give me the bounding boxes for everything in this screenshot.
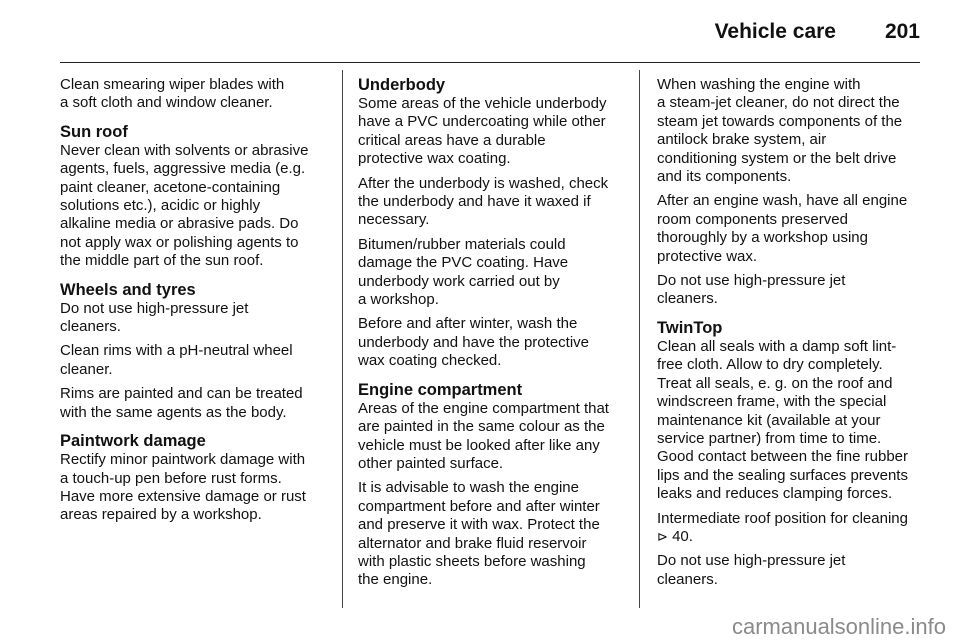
column-3 — [657, 76, 927, 595]
section-wheels — [60, 281, 330, 422]
engine-heading: Engine compartment — [358, 380, 523, 399]
watermark: carmanualsonline.info — [731, 614, 946, 639]
column-divider-1 — [342, 70, 343, 608]
twintop-text-3: Do not use high-pressure jet cleaners. — [657, 552, 846, 588]
twintop-heading: TwinTop — [657, 318, 723, 337]
wheels-text-1: Do not use high-pressure jet cleaners. — [60, 299, 249, 336]
sun-roof-heading: Sun roof — [60, 122, 128, 141]
engine-text-2: It is advisable to wash the engine compartment before and after winter and preserve it with wax. Protect the alternator and brake fluid reservoir with plastic sheets before washing the engine. — [358, 479, 600, 589]
page-reference-icon: ⊳ — [657, 528, 668, 544]
page-title: Vehicle care — [714, 20, 836, 43]
twintop-text-2 — [657, 510, 927, 547]
underbody-text-4: Before and after winter, wash the underbody and have the protective wax coating checked. — [358, 315, 589, 370]
engine-wash-text-1: When washing the engine with a steam-jet cleaner, do not direct the steam jet towards components of the antilock brake system, air conditioning system or the belt drive and its components. — [657, 76, 903, 186]
page-header — [60, 18, 920, 52]
twintop-text-1: Clean all seals with a damp soft lint- free cloth. Allow to dry completely. Treat all seals, e. g. on the roof and windscreen frame, with the special maintenance kit (available at your service partner) from time to time. Good contact between the fine rubber lips and the sealing surfaces prevents leaks and reduces clamping forces. — [657, 337, 909, 503]
column-divider-2 — [639, 70, 640, 608]
column-1 — [60, 76, 330, 531]
engine-wash-text-3: Do not use high-pressure jet cleaners. — [657, 272, 846, 308]
underbody-text-2: After the underbody is washed, check the underbody and have it waxed if necessary. — [358, 174, 609, 229]
wheels-text-2: Clean rims with a pH-neutral wheel cleaner. — [60, 342, 293, 378]
section-underbody — [358, 76, 628, 371]
underbody-heading: Underbody — [358, 76, 446, 94]
paintwork-heading: Paintwork damage — [60, 432, 206, 451]
section-sun-roof — [60, 123, 330, 271]
section-engine — [358, 381, 628, 590]
twintop-roof-position-text: Intermediate roof position for cleaning — [657, 509, 908, 527]
section-paintwork — [60, 432, 330, 525]
section-twintop — [657, 319, 927, 589]
wiper-text: Clean smearing wiper blades with a soft cloth and window cleaner. — [60, 76, 285, 112]
page-number: 201 — [884, 20, 920, 43]
header-rule — [60, 62, 920, 63]
wheels-text-3: Rims are painted and can be treated with the same agents as the body. — [60, 385, 303, 421]
sun-roof-text: Never clean with solvents or abrasive agents, fuels, aggressive media (e.g. paint cleaner, acetone-containing solutions etc.), acidic or highly alkaline media or abrasive pads. Do not apply wax or polishing agents to the middle part of the sun roof. — [60, 141, 309, 270]
underbody-text-1: Some areas of the vehicle underbody have a PVC undercoating while other critical areas have a durable protective wax coating. — [358, 95, 607, 168]
paintwork-text: Rectify minor paintwork damage with a touch-up pen before rust forms. Have more extensive damage or rust areas repaired by a workshop. — [60, 451, 306, 524]
engine-text-1: Areas of the engine compartment that are painted in the same colour as the vehicle must be looked after like any other painted surface. — [358, 399, 609, 472]
underbody-text-3: Bitumen/rubber materials could damage the PVC coating. Have underbody work carried out by a workshop. — [358, 235, 569, 309]
engine-wash-text-2: After an engine wash, have all engine room components preserved thoroughly by a workshop using protective wax. — [657, 192, 908, 265]
column-2 — [358, 76, 628, 596]
page-reference-link[interactable]: 40. — [672, 527, 693, 545]
wheels-heading: Wheels and tyres — [60, 280, 196, 299]
